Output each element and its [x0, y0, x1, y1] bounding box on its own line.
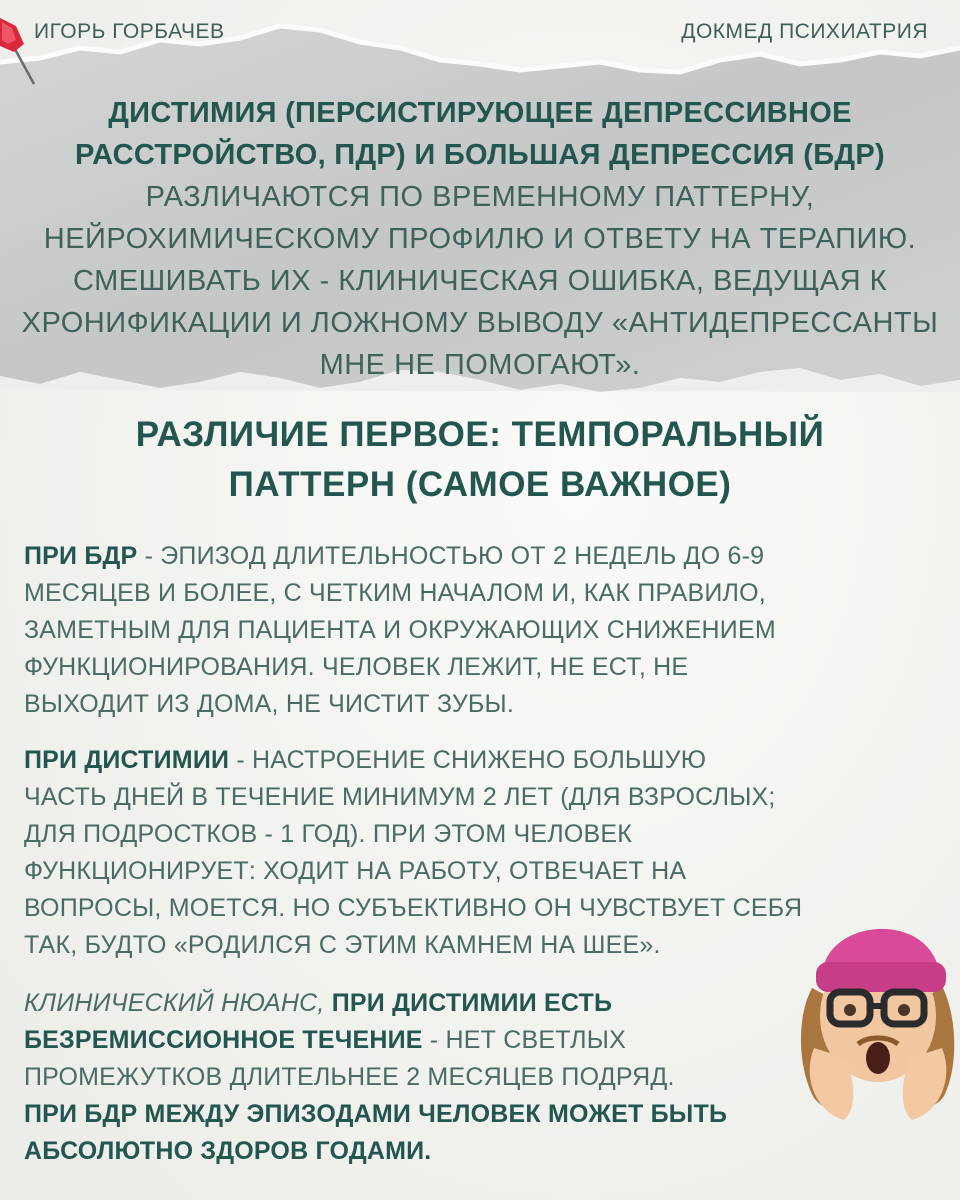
- intro-text-line: СМЕШИВАТЬ ИХ - КЛИНИЧЕСКАЯ ОШИБКА, ВЕДУЩАЯ К: [72, 265, 888, 297]
- paragraph-line: ДЛЯ ПОДРОСТКОВ - 1 ГОД). ПРИ ЭТОМ ЧЕЛОВЕК: [24, 820, 633, 848]
- paragraph-line: - НАСТРОЕНИЕ СНИЖЕНО БОЛЬШУЮ: [229, 746, 707, 774]
- brand-name: ДОКМЕД ПСИХИАТРИЯ: [681, 20, 928, 43]
- paragraph-dysthymia: [24, 742, 854, 964]
- intro-title-line: ДИСТИМИЯ (ПЕРСИСТИРУЮЩЕЕ ДЕПРЕССИВНОЕ: [108, 97, 852, 129]
- paragraph-bdr: [24, 538, 854, 723]
- nuance-bold: ПРИ ДИСТИМИИ ЕСТЬ: [324, 989, 613, 1017]
- paragraph-line: ЧАСТЬ ДНЕЙ В ТЕЧЕНИЕ МИНИМУМ 2 ЛЕТ (ДЛЯ ВЗРОСЛЫХ;: [24, 783, 776, 811]
- paragraph-lead: ПРИ БДР: [24, 542, 138, 570]
- intro-text-line: РАЗЛИЧАЮТСЯ ПО ВРЕМЕННОМУ ПАТТЕРНУ,: [145, 181, 815, 213]
- paragraph-line: МЕСЯЦЕВ И БОЛЕЕ, С ЧЕТКИМ НАЧАЛОМ И, КАК ПРАВИЛО,: [24, 579, 766, 607]
- nuance-label: КЛИНИЧЕСКИЙ НЮАНС,: [24, 989, 325, 1017]
- nuance-bold: АБСОЛЮТНО ЗДОРОВ ГОДАМИ.: [24, 1137, 432, 1165]
- intro-text-line: МНЕ НЕ ПОМОГАЮТ».: [319, 349, 641, 381]
- nuance-bold: БЕЗРЕМИССИОННОЕ ТЕЧЕНИЕ: [24, 1026, 423, 1054]
- intro-text-line: НЕЙРОХИМИЧЕСКОМУ ПРОФИЛЮ И ОТВЕТУ НА ТЕРАПИЮ.: [43, 223, 917, 255]
- paragraph-line: ТАК, БУДТО «РОДИЛСЯ С ЭТИМ КАМНЕМ НА ШЕЕ».: [24, 931, 661, 959]
- section-title: [0, 410, 960, 510]
- intro-block: [0, 92, 960, 386]
- paragraph-line: - ЭПИЗОД ДЛИТЕЛЬНОСТЬЮ ОТ 2 НЕДЕЛЬ ДО 6-9: [137, 542, 765, 570]
- intro-text-line: ХРОНИФИКАЦИИ И ЛОЖНОМУ ВЫВОДУ «АНТИДЕПРЕССАНТЫ: [21, 307, 939, 339]
- paragraph-lead: ПРИ ДИСТИМИИ: [24, 746, 230, 774]
- paragraph-nuance: [24, 985, 854, 1170]
- avatar-memoji: [792, 898, 960, 1126]
- paragraph-line: ФУНКЦИОНИРОВАНИЯ. ЧЕЛОВЕК ЛЕЖИТ, НЕ ЕСТ, НЕ: [24, 653, 689, 681]
- paragraph-line: ЗАМЕТНЫМ ДЛЯ ПАЦИЕНТА И ОКРУЖАЮЩИХ СНИЖЕНИЕМ: [24, 616, 776, 644]
- paragraph-line: ВЫХОДИТ ИЗ ДОМА, НЕ ЧИСТИТ ЗУБЫ.: [24, 690, 515, 718]
- header: [0, 16, 960, 56]
- intro-title-line: РАССТРОЙСТВО, ПДР) И БОЛЬШАЯ ДЕПРЕССИЯ (БДР): [75, 139, 885, 171]
- paragraph-line: ФУНКЦИОНИРУЕТ: ХОДИТ НА РАБОТУ, ОТВЕЧАЕТ НА: [24, 857, 687, 885]
- section-title-line: РАЗЛИЧИЕ ПЕРВОЕ: ТЕМПОРАЛЬНЫЙ: [135, 415, 825, 454]
- paragraph-line: - НЕТ СВЕТЛЫХ: [422, 1026, 626, 1054]
- section-title-line: ПАТТЕРН (САМОЕ ВАЖНОЕ): [228, 465, 732, 504]
- paragraph-line: ПРОМЕЖУТКОВ ДЛИТЕЛЬНЕЕ 2 МЕСЯЦЕВ ПОДРЯД.: [24, 1063, 675, 1091]
- nuance-bold: ПРИ БДР МЕЖДУ ЭПИЗОДАМИ ЧЕЛОВЕК МОЖЕТ БЫТЬ: [24, 1100, 728, 1128]
- author-name: ИГОРЬ ГОРБАЧЕВ: [34, 20, 225, 43]
- paragraph-line: ВОПРОСЫ, МОЕТСЯ. НО СУБЪЕКТИВНО ОН ЧУВСТВУЕТ СЕБЯ: [24, 894, 803, 922]
